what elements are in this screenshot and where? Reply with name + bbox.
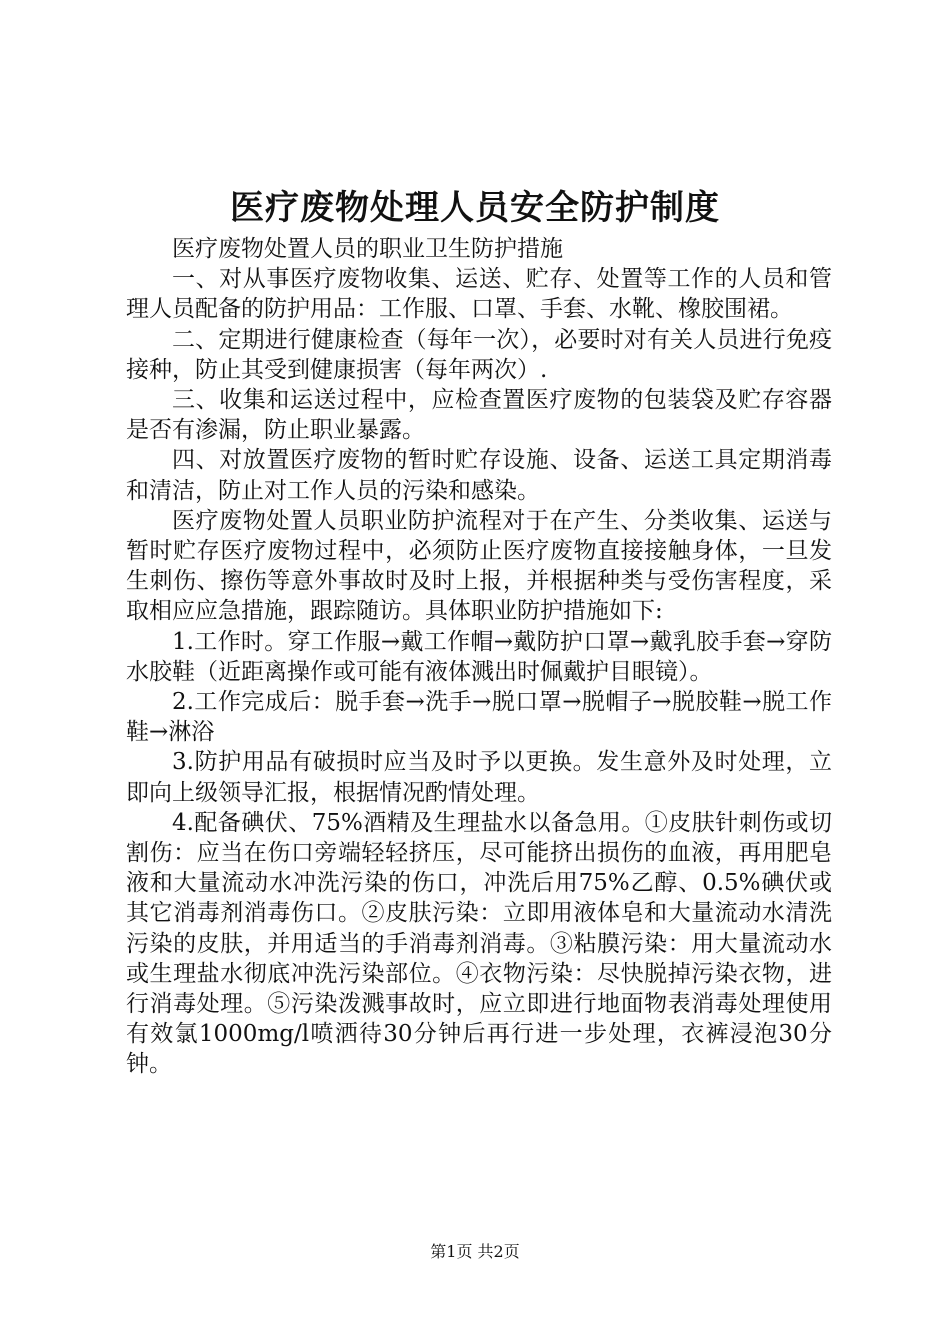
paragraph-intro: 医疗废物处置人员的职业卫生防护措施 [172,236,563,262]
document-title: 医疗废物处理人员安全防护制度 [230,188,720,228]
paragraph-step-4: 4.配备碘伏、75%酒精及生理盐水以备急用。①皮肤针刺伤或切割伤：应当在伤口旁端轻轻挤压，尽可能挤出损伤的血液，再用肥皂液和大量流动水冲洗污染的伤口，冲洗后用75%乙醇、0.5%碘伏或其它消毒剂消毒伤口。②皮肤污染：立即用液体皂和大量流动水清洗污染的皮肤，并用适当的手消毒剂消毒。③粘膜污染：用大量流动水或生理盐水彻底冲洗污染部位。④衣物污染：尽快脱掉污染衣物，进行消毒处理。⑤污染泼溅事故时，应立即进行地面物表消毒处理使用有效氯1000mg/l喷洒待30分钟后再行进一步处理，衣裤浸泡30分钟。 [126,809,832,1078]
document-body [126,234,832,1080]
page-footer: 第1页 共2页 [430,1242,520,1261]
paragraph-item-1: 一、对从事医疗废物收集、运送、贮存、处置等工作的人员和管理人员配备的防护用品：工作服、口罩、手套、水靴、橡胶围裙。 [126,266,832,323]
paragraph-item-2: 二、定期进行健康检查（每年一次），必要时对有关人员进行免疫接种，防止其受到健康损害（每年两次）. [126,326,832,383]
paragraph-item-3: 三、收集和运送过程中，应检查置医疗废物的包装袋及贮存容器是否有渗漏，防止职业暴露。 [126,387,832,444]
paragraph-step-2: 2.工作完成后：脱手套→洗手→脱口罩→脱帽子→脱胶鞋→脱工作鞋→淋浴 [126,689,832,746]
paragraph-procedure: 医疗废物处置人员职业防护流程对于在产生、分类收集、运送与暂时贮存医疗废物过程中，必须防止医疗废物直接接触身体，一旦发生刺伤、擦伤等意外事故时及时上报，并根据种类与受伤害程度，采取相应应急措施，跟踪随访。具体职业防护措施如下: [126,507,832,625]
paragraph-step-3: 3.防护用品有破损时应当及时予以更换。发生意外及时处理，立即向上级领导汇报，根据情况酌情处理。 [126,749,832,806]
paragraph-item-4: 四、对放置医疗废物的暂时贮存设施、设备、运送工具定期消毒和清洁，防止对工作人员的污染和感染。 [126,447,832,504]
paragraph-step-1: 1.工作时。穿工作服→戴工作帽→戴防护口罩→戴乳胶手套→穿防水胶鞋（近距离操作或可能有液体溅出时佩戴护目眼镜）。 [126,628,832,685]
